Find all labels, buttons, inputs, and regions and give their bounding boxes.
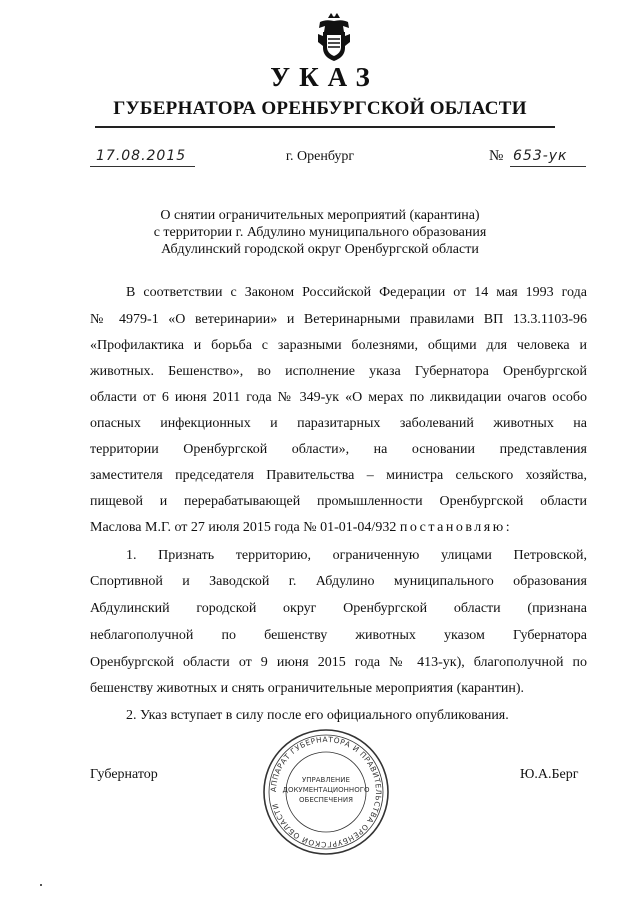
scan-speck xyxy=(40,884,42,886)
body-line: пищевой и перерабатывающей промышленности Оренбургской области xyxy=(90,494,587,509)
body-line: неблагополучной по бешенству животных указом Губернатора xyxy=(90,628,587,643)
heading-line: Абдулинский городской округ Оренбургской области xyxy=(161,242,479,257)
body-line: 1. Признать территорию, ограниченную улицами Петровской, xyxy=(126,548,587,563)
body-line: заместителя председателя Правительства – министра сельского хозяйства, xyxy=(90,468,587,483)
decree-number: 653-ук xyxy=(513,148,568,164)
body-line: № 4979-1 «О ветеринарии» и Ветеринарными правилами ВП 13.3.1103-96 xyxy=(90,312,587,327)
seal-center-line: ДОКУМЕНТАЦИОННОГО xyxy=(282,786,370,794)
date-underline xyxy=(90,166,195,167)
body-line: бешенству животных и снять ограничительные мероприятия (карантин). xyxy=(90,681,525,696)
seal-ring-text: АППАРАТ ГУБЕРНАТОРА И ПРАВИТЕЛЬСТВА ОРЕНБУРГСКОЙ ОБЛАСТИ xyxy=(268,734,384,850)
body-line: В соответствии с Законом Российской Федерации от 14 мая 1993 года xyxy=(126,285,587,300)
body-line: опасных инфекционных и паразитарных заболеваний животных на xyxy=(90,416,587,431)
document-subtitle: ГУБЕРНАТОРА ОРЕНБУРГСКОЙ ОБЛАСТИ xyxy=(113,98,527,119)
decree-heading xyxy=(0,207,640,258)
body-line: животных. Бешенство», во исполнение указа Губернатора Оренбургской xyxy=(90,364,587,379)
body-line: Маслова М.Г. от 27 июля 2015 года № 01-01-04/932 xyxy=(90,520,397,535)
decree-city: г. Оренбург xyxy=(285,149,355,164)
official-seal-stamp xyxy=(262,728,390,856)
body-line-final xyxy=(90,520,587,538)
body-line: Абдулинский городской округ Оренбургской области (признана xyxy=(90,601,587,616)
header-divider xyxy=(95,126,555,128)
signatory-name: Ю.А.Берг xyxy=(520,767,579,782)
seal-center-line: ОБЕСПЕЧЕНИЯ xyxy=(299,796,353,804)
document-title: УКАЗ xyxy=(270,62,379,92)
seal-center-line: УПРАВЛЕНИЕ xyxy=(302,776,350,784)
number-underline xyxy=(510,166,586,167)
signatory-position: Губернатор xyxy=(90,767,158,782)
decree-date: 17.08.2015 xyxy=(96,148,187,164)
number-label: № xyxy=(489,148,504,164)
body-line: Оренбургской области от 9 июня 2015 года № 413-ук), благополучной по xyxy=(90,655,587,670)
body-line: Спортивной и Заводской г. Абдулино муниципального образования xyxy=(90,574,587,589)
decree-word: постановляю: xyxy=(399,520,513,535)
body-line: территории Оренбургской области», на основании представления xyxy=(90,442,587,457)
body-line: «Профилактика и борьба с заразными болезнями, общими для человека и xyxy=(90,338,587,353)
body-line: 2. Указ вступает в силу после его официального опубликования. xyxy=(126,708,509,723)
heading-line: О снятии ограничительных мероприятий (карантина) xyxy=(160,208,480,223)
heading-line: с территории г. Абдулино муниципального образования xyxy=(153,225,487,240)
coat-of-arms-icon xyxy=(316,12,352,62)
body-line: области от 6 июня 2011 года № 349-ук «О мерах по ликвидации очагов особо xyxy=(90,390,587,405)
